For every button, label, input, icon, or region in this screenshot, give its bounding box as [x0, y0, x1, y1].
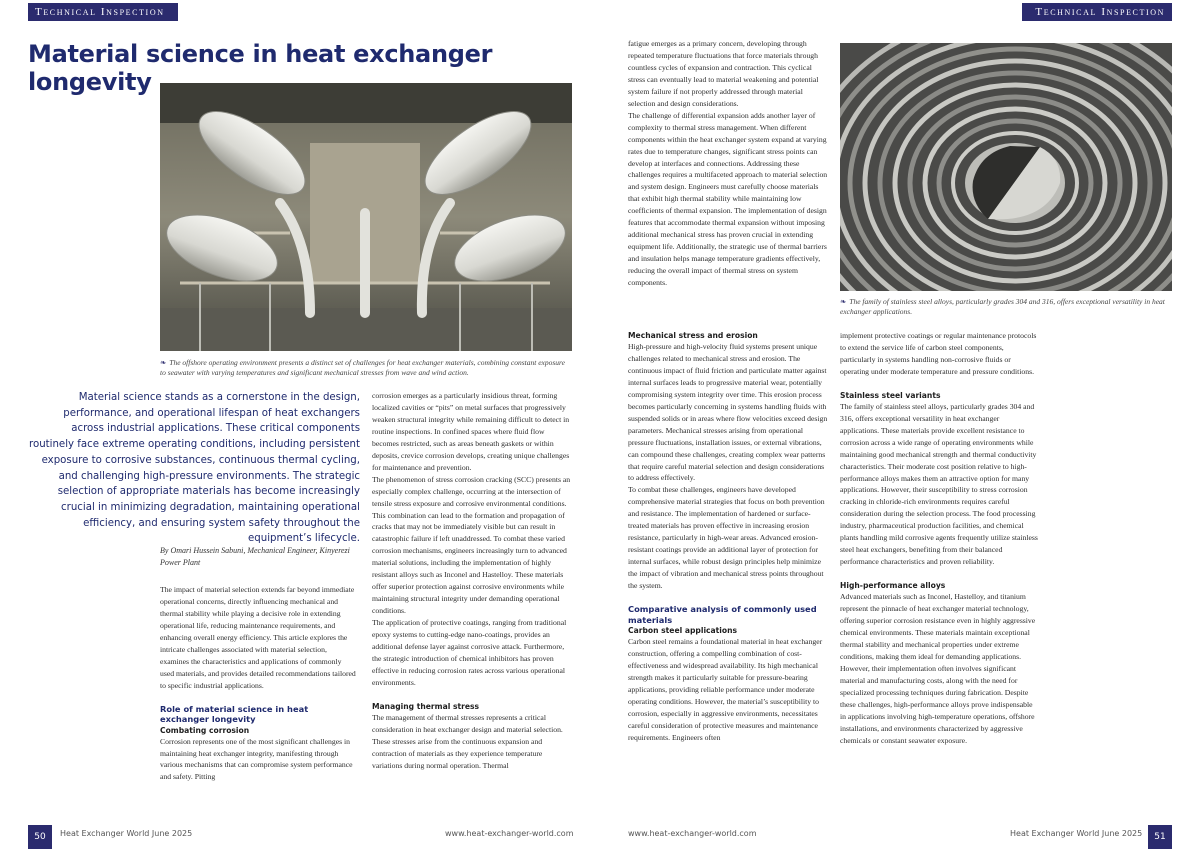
section-heading-comparative: Comparative analysis of commonly used materials — [628, 604, 817, 625]
column-1 — [160, 584, 356, 783]
subheading-stainless: Stainless steel variants — [840, 390, 941, 400]
section-heading-role: Role of material science in heat exchanger longevity — [160, 703, 309, 725]
paragraph: High-pressure and high-velocity fluid systems present unique challenges related to mechanical stress and erosion. The continuous impact of fluid friction and particulate matter against internal surfaces leads to progressive material wear, potentially compromising system integrity over time. This erosion process becomes particularly concerning in systems handling fluids with suspended solids or in areas where flow velocities exceed design parameters. Mechanical stresses arising from operational pressure fluctuations, installation issues, or external vibrations, can compound these challenges, creating complex wear patterns that require careful material selection and design considerations to address effectively. — [628, 342, 828, 483]
paragraph: The application of protective coatings, ranging from traditional epoxy systems to cutting-edge nano-coatings, provides an additional defense layer against corrosive attack. Furthermore, the strategic introduction of chemical inhibitors has proven effective in reducing corrosion rates across various operational environments. — [372, 618, 567, 687]
column-4 — [840, 330, 1040, 747]
paragraph: Corrosion represents one of the most significant challenges in maintaining heat exchanger integrity, manifesting through various mechanisms that can compromise system performance and safety. Pitting — [160, 736, 353, 782]
subheading-mechanical-stress: Mechanical stress and erosion — [628, 331, 758, 340]
photo-caption-2: ❧ The family of stainless steel alloys, particularly grades 304 and 316, offers exceptional versatility in heat exchanger applications. — [840, 297, 1165, 316]
paragraph: The management of thermal stresses represents a critical consideration in heat exchanger design and material selection. These stresses arise from the continuous expansion and contraction of materials as they experience temperature variations during normal operation. Thermal — [372, 712, 563, 770]
website-url-right[interactable]: www.heat-exchanger-world.com — [628, 829, 757, 838]
column-2 — [372, 390, 572, 772]
subheading-high-performance: High-performance alloys — [840, 581, 946, 591]
section-tag-right: Technical Inspection — [1022, 3, 1172, 21]
author-byline: By Omari Hussein Sabuni, Mechanical Engineer, Kinyerezi Power Plant — [160, 546, 350, 567]
subheading-thermal-stress: Managing thermal stress — [372, 701, 480, 711]
subheading-corrosion: Combating corrosion — [160, 725, 250, 735]
paragraph: fatigue emerges as a primary concern, developing through repeated temperature fluctuations that force materials through countless cycles of expansion and contraction. This cyclical stress can eventually lead to material weakening and potential system failure if not properly addressed through material selection and design considerations. — [628, 39, 819, 108]
page-number-right: 51 — [1148, 825, 1172, 849]
paragraph: Carbon steel remains a foundational material in heat exchanger construction, offering a compelling combination of cost-effectiveness and widespread availability. Its high mechanical strength makes it particularly suitable for pressure-bearing applications, providing reliable performance under moderate operating conditions. However, the material’s susceptibility to corrosion, especially in aggressive environments, necessitates careful consideration of protective measures and maintenance requirements. Engineers often — [628, 637, 823, 742]
publication-right: Heat Exchanger World June 2025 — [1010, 829, 1143, 838]
photo-caption-1: ❧ The offshore operating environment presents a distinct set of challenges for heat exchanger materials, combining constant exposure to seawater with varying temperatures and significant mechanical stresses from wave and wind action. — [160, 358, 565, 377]
caption-marker-icon: ❧ — [160, 358, 167, 367]
lead-paragraph: Material science stands as a cornerstone in the design, performance, and operational lifespan of heat exchangers across industrial applications. These critical components routinely face extreme operating conditions, including persistent exposure to corrosive substances, continuous thermal cycling, and challenging high-pressure environments. The strategic selection of appropriate materials has become increasingly crucial in minimizing degradation, maintaining operational efficiency, and ensuring system safety throughout the equipment’s lifecycle. — [29, 392, 360, 545]
website-url-left[interactable]: www.heat-exchanger-world.com — [445, 829, 574, 838]
paragraph: Advanced materials such as Inconel, Hastelloy, and titanium represent the pinnacle of heat exchanger material technology, offering superior corrosion resistance even in highly aggressive chemical environments. These materials maintain exceptional thermal stability and mechanical properties under extreme conditions, making them ideal for demanding applications. However, their implementation often involves significant material and manufacturing costs, along with the need for specialized processing techniques during fabrication. Despite these challenges, high-performance alloys prove indispensable in applications involving high-temperature operations, offshore installations, and environments characterized by aggressive chemicals or constant seawater exposure. — [840, 592, 1036, 745]
subheading-carbon-steel: Carbon steel applications — [628, 626, 738, 636]
paragraph: implement protective coatings or regular maintenance protocols to extend the service life of carbon steel components, particularly in systems handling non-corrosive fluids or operating under moderate temperature and pressure conditions. — [840, 331, 1037, 376]
caption-marker-icon: ❧ — [840, 297, 847, 306]
page-number-left: 50 — [28, 825, 52, 849]
article-title: Material science in heat exchanger longevity — [28, 40, 493, 96]
paragraph: The family of stainless steel alloys, particularly grades 304 and 316, offers exceptional versatility in heat exchanger applications. These materials provide excellent resistance to corrosion across a wide range of operating environments while maintaining good mechanical strength and thermal conductivity characteristics. Their moderate cost position relative to high-performance alloys makes them an attractive option for many applications. However, their susceptibility to stress corrosion cracking in chloride-rich environments requires careful consideration during the selection process. The food processing industry, pharmaceutical production facilities, and chemical plants handling mild corrosive agents frequently utilize stainless steel heat exchangers, benefiting from their balanced performance characteristics and proven reliability. — [840, 401, 1038, 567]
paragraph: corrosion emerges as a particularly insidious threat, forming localized cavities or “pits” on metal surfaces that progressively weaken structural integrity while remaining difficult to detect in routine inspections. In confined spaces where fluid flow becomes restricted, such as areas beneath gaskets or within deposits, crevice corrosion develops, creating unique challenges for maintenance and prevention. — [372, 391, 570, 472]
paragraph: The phenomenon of stress corrosion cracking (SCC) presents an especially complex challenge, occurring at the intersection of tensile stress exposure and corrosive environmental conditions. This combination can lead to the formation and propagation of cracks that may not be immediately visible but can result in catastrophic failure if left unaddressed. To combat these varied corrosion mechanisms, engineers increasingly turn to advanced material solutions, including the implementation of highly resistant alloys such as Inconel and Hastelloy. These materials offer superior protection against corrosive environments while maintaining structural integrity under demanding operational conditions. — [372, 474, 571, 616]
section-tag-left: Technical Inspection — [28, 3, 178, 21]
column-3-bottom — [628, 330, 828, 744]
paragraph: To combat these challenges, engineers have developed comprehensive material strategies that focus on both prevention and resistance. The implementation of hardened or surface-treated materials has proven effective in increasing erosion resistance, particularly in high-wear areas. Advanced erosion-resistant coatings provide an additional layer of protection for internal surfaces, while robust design principles help minimize the impact of vibration and mechanical stress points throughout the system. — [628, 485, 825, 591]
stainless-coil-photo — [840, 43, 1172, 291]
column-3-top — [628, 38, 828, 289]
offshore-photo — [160, 83, 572, 351]
publication-left: Heat Exchanger World June 2025 — [60, 829, 193, 838]
paragraph: The challenge of differential expansion adds another layer of complexity to thermal stress management. When different components within the heat exchanger system expand at varying rates due to temperature changes, significant stress points can develop at interfaces and connections. Addressing these challenges requires a multifaceted approach to material selection and system design. Engineers must carefully choose materials that exhibit high thermal stability while maintaining low coefficients of thermal expansion. The implementation of design features that accommodate thermal expansion without imposing additional mechanical stress has proven crucial in extending equipment life. Additionally, the strategic use of thermal barriers and insulation helps manage temperature gradients effectively, reducing the overall impact of thermal stress on system components. — [628, 110, 828, 288]
intro-paragraph: The impact of material selection extends far beyond immediate operational concerns, directly influencing mechanical and thermal stability while playing a decisive role in extending operational life, reducing maintenance requirements, and enhancing overall energy efficiency. This article explores the intricate challenges associated with material selection, examines the characteristics and applications of commonly used materials, and provides detailed recommendations tailored to specific industrial applications. — [160, 585, 356, 690]
